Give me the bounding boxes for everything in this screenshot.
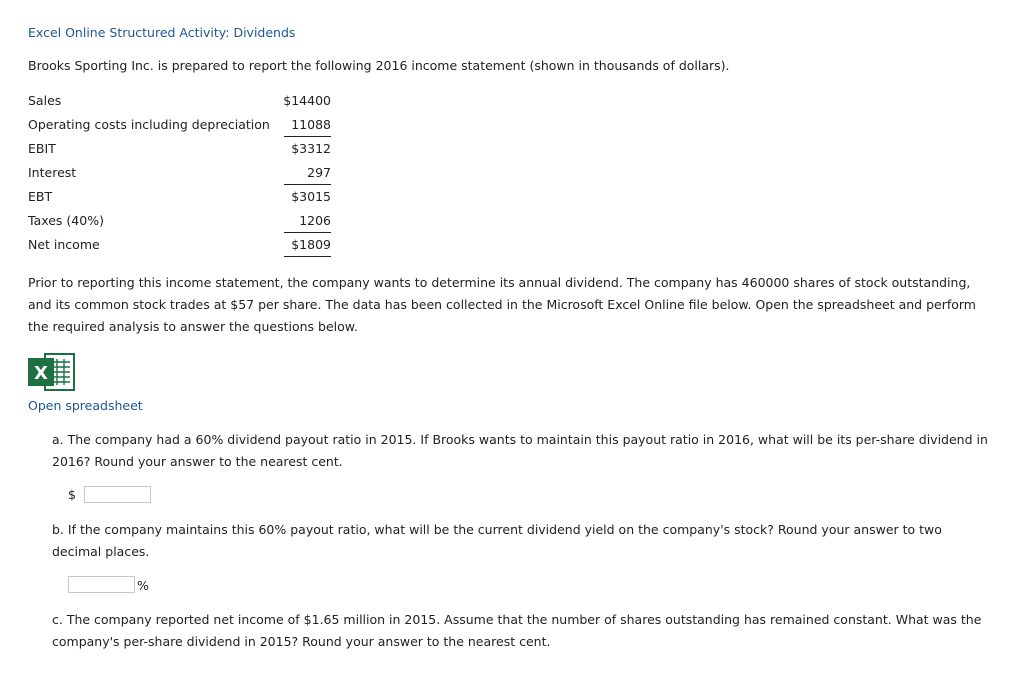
description-text: Prior to reporting this income statement, the company wants to determine its annual dividend. The company has 460000 shares of stock outstanding, and its common stock trades at $57 per share. The data has been collected in the Microsoft Excel Online file below. Open the spreadsheet and perform the required analysis to answer the questions below. xyxy=(28,275,976,334)
question-b xyxy=(52,519,992,563)
total-rule xyxy=(284,256,331,257)
statement-label: EBIT xyxy=(28,141,56,156)
statement-row-operating-costs xyxy=(28,114,338,138)
subtotal-rule xyxy=(284,232,331,233)
statement-row-ebit xyxy=(28,138,338,162)
question-c-text: c. The company reported net income of $1.65 million in 2015. Assume that the number of shares outstanding has remained constant. What was the company's per-share dividend in 2015? Round your answer to the nearest cent. xyxy=(52,612,982,649)
statement-value: $14400 xyxy=(283,93,331,108)
statement-label: Net income xyxy=(28,237,100,252)
answer-b-input[interactable] xyxy=(68,576,135,593)
open-spreadsheet-link[interactable]: Open spreadsheet xyxy=(28,398,143,413)
statement-value: $1809 xyxy=(291,237,331,252)
page-title: Excel Online Structured Activity: Dividends xyxy=(28,25,296,40)
statement-value: 11088 xyxy=(291,117,331,132)
statement-value: 297 xyxy=(307,165,331,180)
intro-text: Brooks Sporting Inc. is prepared to report the following 2016 income statement (shown in thousands of dollars). xyxy=(28,58,730,73)
percent-sign: % xyxy=(137,578,149,593)
statement-label: Taxes (40%) xyxy=(28,213,104,228)
currency-sign: $ xyxy=(68,487,76,502)
statement-value: $3312 xyxy=(291,141,331,156)
question-c xyxy=(52,609,992,653)
statement-value: $3015 xyxy=(291,189,331,204)
question-a xyxy=(52,429,992,473)
statement-row-taxes xyxy=(28,210,338,234)
statement-label: EBT xyxy=(28,189,53,204)
statement-label: Operating costs including depreciation xyxy=(28,117,270,132)
income-statement xyxy=(28,90,338,258)
excel-icon[interactable] xyxy=(28,352,76,392)
statement-row-sales xyxy=(28,90,338,114)
question-b-text: b. If the company maintains this 60% payout ratio, what will be the current dividend yield on the company's stock? Round your answer to two decimal places. xyxy=(52,522,942,559)
answer-a-input[interactable] xyxy=(84,486,151,503)
statement-row-interest xyxy=(28,162,338,186)
question-a-text: a. The company had a 60% dividend payout ratio in 2015. If Brooks wants to maintain this payout ratio in 2016, what will be its per-share dividend in 2016? Round your answer to the nearest cent. xyxy=(52,432,988,469)
statement-label: Interest xyxy=(28,165,77,180)
statement-row-ebt xyxy=(28,186,338,210)
subtotal-rule xyxy=(284,184,331,185)
statement-label: Sales xyxy=(28,93,62,108)
excel-icon-letter: X xyxy=(34,363,48,384)
statement-row-net-income xyxy=(28,234,338,258)
statement-value: 1206 xyxy=(299,213,331,228)
subtotal-rule xyxy=(284,136,331,137)
